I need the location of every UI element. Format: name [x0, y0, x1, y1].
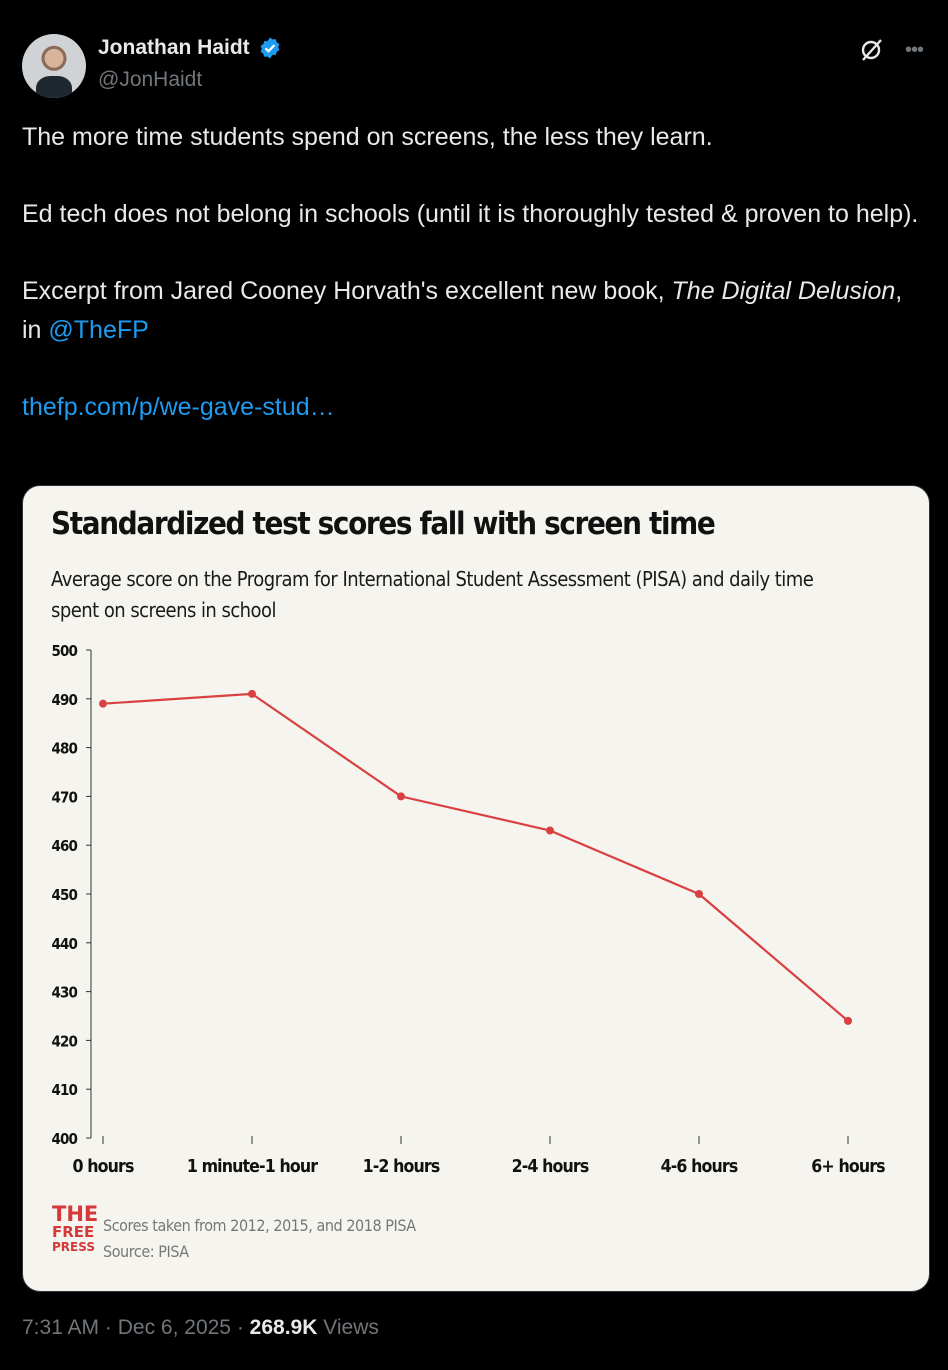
y-tick-label: 480 [51, 740, 78, 758]
chart-image[interactable] [22, 485, 930, 1292]
chart-note-scores: Scores taken from 2012, 2015, and 2018 PISA [103, 1216, 416, 1235]
y-tick-label: 500 [51, 643, 78, 661]
x-tick-label: 0 hours [72, 1155, 134, 1177]
chart-title: Standardized test scores fall with screen time [51, 506, 715, 542]
tweet-date[interactable]: Dec 6, 2025 [117, 1316, 231, 1339]
views-count: 268.9K [249, 1316, 318, 1339]
chart-footnote [103, 1213, 416, 1265]
x-tick-label: 4-6 hours [660, 1155, 738, 1177]
data-point [844, 1017, 852, 1025]
tweet-line-1: The more time students spend on screens, the less they learn. [22, 123, 713, 151]
tweet-line-3 [22, 272, 926, 350]
tweet-text [22, 118, 926, 427]
y-tick-label: 430 [51, 984, 78, 1002]
data-point [695, 890, 703, 898]
y-tick-label: 470 [51, 789, 78, 807]
grok-icon[interactable] [857, 36, 885, 64]
series-line [103, 694, 848, 1021]
y-tick-label: 440 [51, 936, 78, 954]
y-tick-label: 420 [51, 1033, 78, 1051]
y-tick-label: 450 [51, 887, 78, 905]
views-label: Views [323, 1316, 379, 1339]
article-link[interactable]: thefp.com/p/we-gave-stud… [22, 393, 335, 421]
x-tick-label: 1-2 hours [362, 1155, 440, 1177]
tweet-meta: 7:31 AM · Dec 6, 2025 · 268.9K Views [22, 1316, 379, 1339]
data-point [546, 827, 554, 835]
more-options-icon[interactable]: ••• [904, 39, 923, 61]
author-handle[interactable]: @JonHaidt [98, 68, 203, 91]
y-tick-label: 490 [51, 692, 78, 710]
chart-subtitle: Average score on the Program for International Student Assessment (PISA) and daily time spent on screens in school [51, 567, 814, 622]
y-tick-label: 410 [51, 1082, 78, 1100]
tweet-line-3-suffix: , in [22, 277, 903, 344]
y-tick-label: 400 [51, 1131, 78, 1149]
book-title: The Digital Delusion [671, 277, 896, 305]
line-chart [23, 486, 929, 1291]
x-tick-label: 6+ hours [811, 1155, 885, 1177]
tweet-line-2: Ed tech does not belong in schools (until it is thoroughly tested & proven to help). [22, 200, 919, 228]
mention-link[interactable]: @TheFP [48, 316, 149, 344]
free-press-logo: THE FREE PRESS [52, 1202, 99, 1254]
data-point [248, 690, 256, 698]
chart-note-source: Source: PISA [103, 1242, 189, 1261]
data-point [397, 792, 405, 800]
x-tick-label: 2-4 hours [511, 1155, 589, 1177]
avatar[interactable] [22, 34, 86, 98]
y-tick-label: 460 [51, 838, 78, 856]
verified-badge-icon [258, 36, 282, 60]
data-point [99, 700, 107, 708]
tweet-line-3-prefix: Excerpt from Jared Cooney Horvath's excellent new book, [22, 277, 672, 305]
author-name[interactable]: Jonathan Haidt [98, 36, 250, 59]
x-tick-label: 1 minute-1 hour [186, 1155, 318, 1177]
tweet-time[interactable]: 7:31 AM [22, 1316, 100, 1339]
